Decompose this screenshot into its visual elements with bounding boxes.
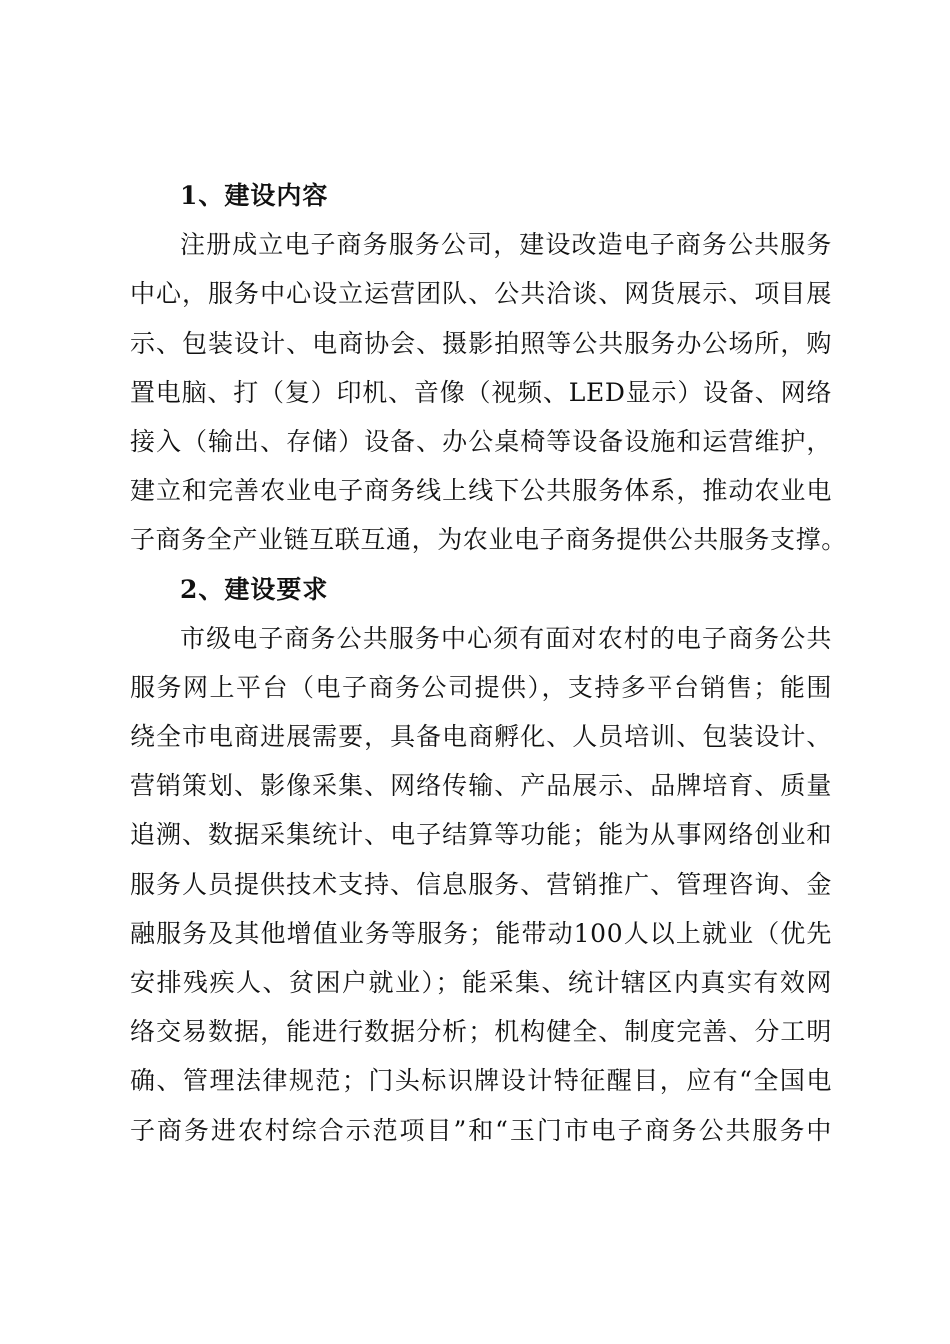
section-heading-construction-content: 1、建设内容	[180, 181, 329, 210]
document-body	[130, 171, 847, 1155]
paragraph-line: 确、管理法律规范；门头标识牌设计特征醒目，应有“全国电	[130, 1066, 832, 1096]
paragraph-line: 营销策划、影像采集、网络传输、产品展示、品牌培育、质量	[130, 771, 832, 801]
paragraph-line: 子商务进农村综合示范项目”和“玉门市电子商务公共服务中	[130, 1115, 832, 1145]
paragraph-line: 络交易数据，能进行数据分析；机构健全、制度完善、分工明	[130, 1017, 832, 1047]
paragraph-line: 融服务及其他增值业务等服务；能带动100人以上就业（优先	[130, 918, 832, 948]
paragraph-line: 服务网上平台（电子商务公司提供），支持多平台销售；能围	[130, 672, 832, 702]
paragraph-line: 建立和完善农业电子商务线上线下公共服务体系，推动农业电	[130, 476, 832, 506]
paragraph-line: 绕全市电商进展需要，具备电商孵化、人员培训、包装设计、	[130, 722, 832, 752]
paragraph-line: 市级电子商务公共服务中心须有面对农村的电子商务公共	[180, 623, 832, 653]
paragraph-line: 追溯、数据采集统计、电子结算等功能；能为从事网络创业和	[130, 820, 832, 850]
paragraph-line: 子商务全产业链互联互通，为农业电子商务提供公共服务支撑。	[130, 525, 847, 555]
paragraph-line: 中心，服务中心设立运营团队、公共洽谈、网货展示、项目展	[130, 279, 832, 309]
section-heading-construction-requirements: 2、建设要求	[180, 574, 329, 604]
paragraph-line: 服务人员提供技术支持、信息服务、营销推广、管理咨询、金	[130, 869, 832, 899]
paragraph-line: 置电脑、打（复）印机、音像（视频、LED显示）设备、网络	[130, 377, 832, 407]
paragraph-line: 示、包装设计、电商协会、摄影拍照等公共服务办公场所，购	[130, 328, 832, 358]
paragraph-line: 接入（输出、存储）设备、办公桌椅等设备设施和运营维护，	[130, 426, 832, 456]
paragraph-line: 注册成立电子商务服务公司，建设改造电子商务公共服务	[180, 230, 832, 260]
paragraph-line: 安排残疾人、贫困户就业）；能采集、统计辖区内真实有效网	[130, 968, 832, 997]
